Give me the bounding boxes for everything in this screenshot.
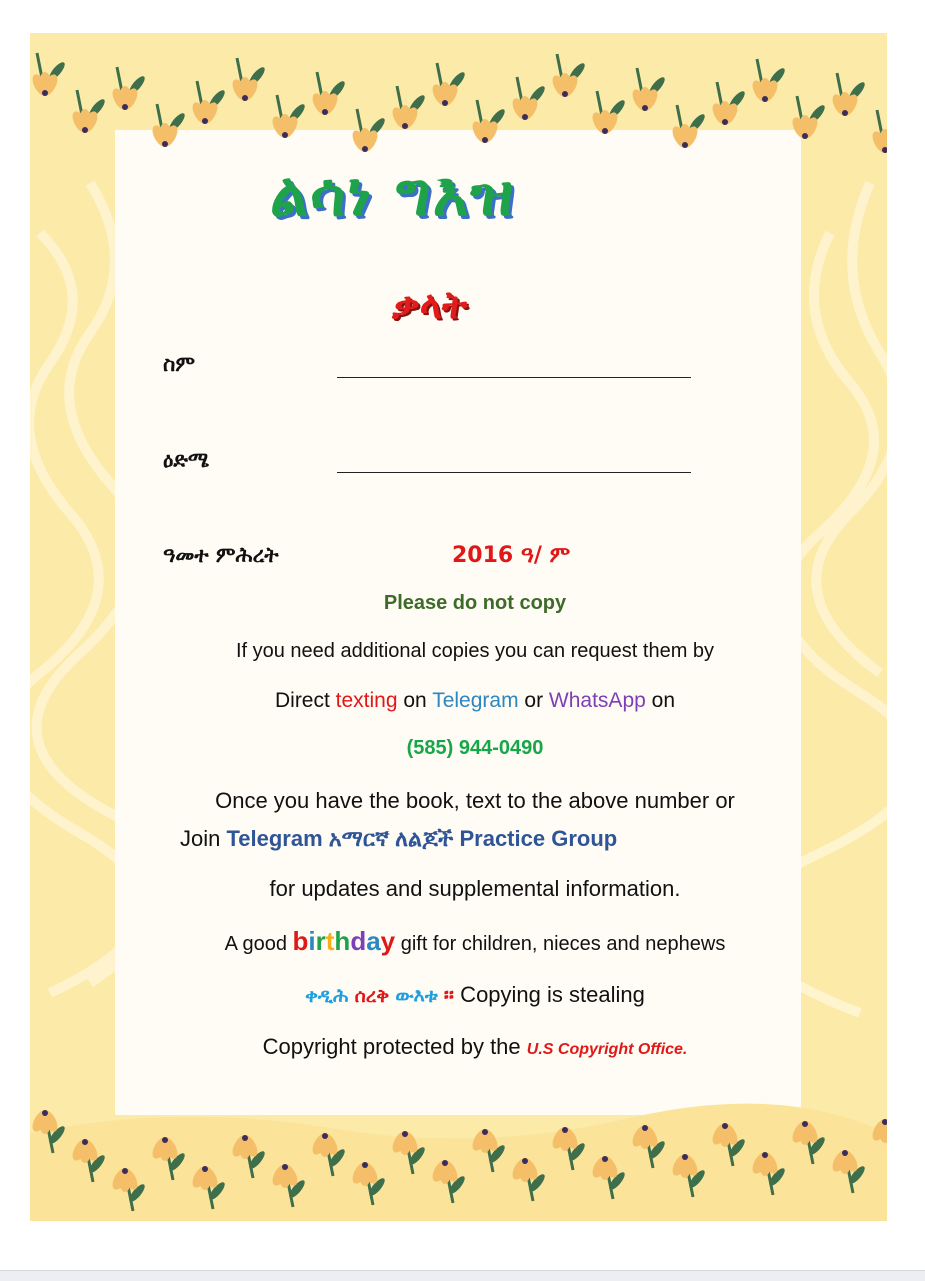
birthday-word (293, 926, 396, 956)
geez-word-3: ውእቱ (395, 985, 437, 1007)
join-group-text (180, 826, 617, 852)
contact-methods-text (115, 689, 835, 713)
phone-number: (585) 944-0490 (115, 737, 835, 760)
birthday-letter: h (334, 926, 350, 956)
viewer-bottom-bar (0, 1270, 925, 1281)
text-on-2: on (646, 689, 675, 712)
book-text-instruction: Once you have the book, text to the above number or (115, 788, 835, 814)
text-join: Join (180, 826, 226, 851)
school-year-label: ዓመተ ምሕረት (163, 543, 279, 568)
book-title: ልሳነ ግእዝ (270, 160, 515, 230)
age-field-line[interactable] (337, 472, 691, 473)
updates-text: for updates and supplemental information. (115, 876, 835, 902)
telegram-group-name: Telegram አማርኛ ለልጆች Practice Group (226, 826, 617, 851)
copyright-text (115, 1034, 835, 1060)
text-a-good: A good (225, 933, 293, 955)
text-telegram: Telegram (432, 689, 518, 712)
school-year-value: 2016 ዓ/ ም (452, 543, 570, 568)
text-gift: gift for children, nieces and nephews (395, 933, 725, 955)
text-direct: Direct (275, 689, 336, 712)
birthday-letter: a (366, 926, 380, 956)
copying-is-stealing-text (115, 982, 835, 1008)
name-field-line[interactable] (337, 377, 691, 378)
birthday-letter: t (326, 926, 335, 956)
book-subtitle: ቃላት (392, 283, 468, 328)
birthday-letter: i (308, 926, 315, 956)
geez-word-1: ቀዲሕ (305, 985, 348, 1007)
age-label: ዕድሜ (163, 448, 209, 473)
birthday-letter: r (316, 926, 326, 956)
birthday-letter: b (293, 926, 309, 956)
text-whatsapp: WhatsApp (549, 689, 646, 712)
text-copyright-protected: Copyright protected by the (263, 1034, 527, 1059)
text-or: or (519, 689, 549, 712)
us-copyright-office: U.S Copyright Office. (527, 1041, 688, 1058)
text-copying-stealing: Copying is stealing (454, 982, 645, 1007)
gift-text (115, 926, 835, 957)
geez-word-2: ሰረቅ (355, 985, 390, 1007)
geez-full-stop: ። (444, 982, 454, 1007)
do-not-copy-warning: Please do not copy (115, 592, 835, 615)
birthday-letter: d (350, 926, 366, 956)
text-on: on (398, 689, 433, 712)
copies-request-text: If you need additional copies you can request them by (115, 640, 835, 663)
birthday-letter: y (381, 926, 395, 956)
name-label: ስም (163, 352, 195, 377)
text-texting: texting (336, 689, 398, 712)
